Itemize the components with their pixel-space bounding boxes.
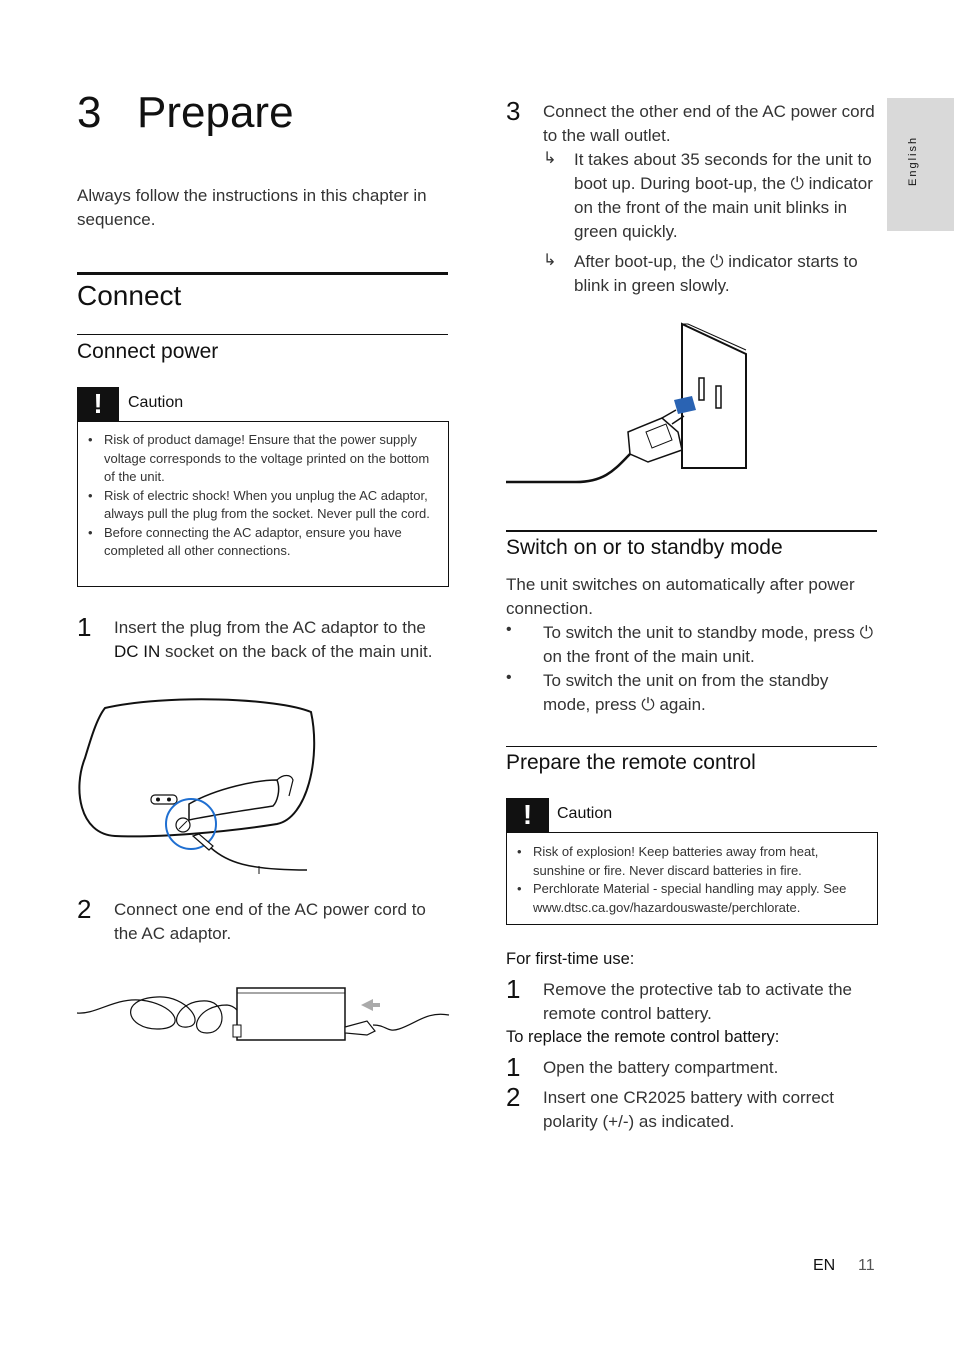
step-number: 3 [506, 96, 521, 126]
step-text: Insert the plug from the AC adaptor to the DC IN socket on the back of the main unit. [114, 618, 433, 661]
step-text: Open the battery compartment. [543, 1058, 779, 1077]
subsection-rule [506, 746, 877, 747]
subsection-rule [506, 530, 877, 532]
caution-item: • Risk of explosion! Keep batteries away from heat, sunshine or fire. Never discard batteries in fire. [507, 843, 863, 880]
step-number: 1 [506, 974, 521, 1004]
result-text: It takes about 35 seconds for the unit to boot up. During boot-up, the ⏻ indicator on the front of the main unit blinks in green quickly. [574, 150, 873, 241]
language-tab-label: English [907, 135, 919, 186]
dc-in-label: DC IN [114, 642, 161, 661]
chapter-title [77, 88, 294, 138]
caution-box [77, 421, 449, 587]
step-number: 2 [77, 894, 92, 924]
step-1 [77, 612, 449, 691]
caution-label: Caution [557, 805, 613, 822]
result-arrow-icon: ↳ [543, 252, 557, 269]
replace-step-2 [506, 1082, 878, 1136]
bullet-mark: • [506, 669, 512, 686]
caution-box [506, 832, 878, 925]
wall-outlet-illustration [506, 320, 756, 490]
caution-item: • Perchlorate Material - special handling may apply. See www.dtsc.ca.gov/hazardouswaste/perchlorate. [507, 880, 863, 917]
bullet-text: To switch the unit to standby mode, press ⏻ on the front of the main unit. [543, 623, 874, 666]
first-use-step [506, 974, 878, 1028]
main-unit-illustration [77, 698, 317, 878]
step-number: 2 [506, 1082, 521, 1112]
section-rule [77, 272, 448, 275]
bullet-text: To switch the unit on from the standby mode, press ⏻ again. [543, 671, 829, 714]
result-item [543, 148, 877, 244]
step-2 [77, 894, 449, 948]
power-icon: ⏻ [790, 174, 804, 193]
caution-item: • Risk of product damage! Ensure that the power supply voltage corresponds to the voltage printed on the bottom of the unit. [78, 431, 436, 487]
chapter-number: 3 [77, 88, 102, 137]
caution-item: • Risk of electric shock! When you unplug the AC adaptor, always pull the plug from the socket. Never pull the cord. [78, 487, 436, 524]
caution-item: • Before connecting the AC adaptor, ensure you have completed all other connections. [78, 524, 436, 561]
remote-heading: Prepare the remote control [506, 751, 756, 774]
caution-header [77, 387, 448, 421]
power-icon: ⏻ [710, 252, 724, 271]
ac-adaptor-illustration [77, 985, 449, 1045]
bullet-mark: • [506, 621, 512, 638]
subsection-rule [77, 334, 448, 335]
result-text: After boot-up, the ⏻ indicator starts to blink in green slowly. [574, 252, 858, 295]
footer-language: EN [813, 1257, 836, 1274]
connect-heading: Connect [77, 280, 182, 311]
result-arrow-icon: ↳ [543, 150, 557, 167]
step-number: 1 [506, 1052, 521, 1082]
result-item [543, 250, 877, 300]
step-text: Remove the protective tab to activate the remote control battery. [543, 980, 853, 1023]
language-tab [887, 98, 954, 231]
standby-intro: The unit switches on automatically after power connection. [506, 575, 855, 618]
caution-header [506, 798, 877, 832]
standby-bullet [506, 669, 878, 717]
replace-step-1 [506, 1052, 878, 1082]
power-icon: ⏻ [641, 695, 655, 714]
warning-icon: ! [506, 798, 549, 832]
standby-heading: Switch on or to standby mode [506, 536, 783, 559]
step-number: 1 [77, 612, 92, 642]
caution-label: Caution [128, 394, 184, 411]
step-text: Connect one end of the AC power cord to the AC adaptor. [114, 900, 426, 943]
warning-icon: ! [77, 387, 119, 421]
page-number: 11 [858, 1257, 875, 1274]
chapter-title-text: Prepare [137, 88, 294, 137]
step-3 [506, 96, 878, 150]
step-text: Insert one CR2025 battery with correct polarity (+/-) as indicated. [543, 1088, 835, 1131]
first-use-label: For first-time use: [506, 950, 635, 968]
replace-label: To replace the remote control battery: [506, 1028, 780, 1046]
standby-bullet [506, 621, 878, 669]
connect-power-heading: Connect power [77, 340, 219, 363]
power-icon: ⏻ [859, 623, 874, 642]
step-text: Connect the other end of the AC power cord to the wall outlet. [543, 102, 875, 145]
chapter-intro: Always follow the instructions in this chapter in sequence. [77, 186, 427, 229]
